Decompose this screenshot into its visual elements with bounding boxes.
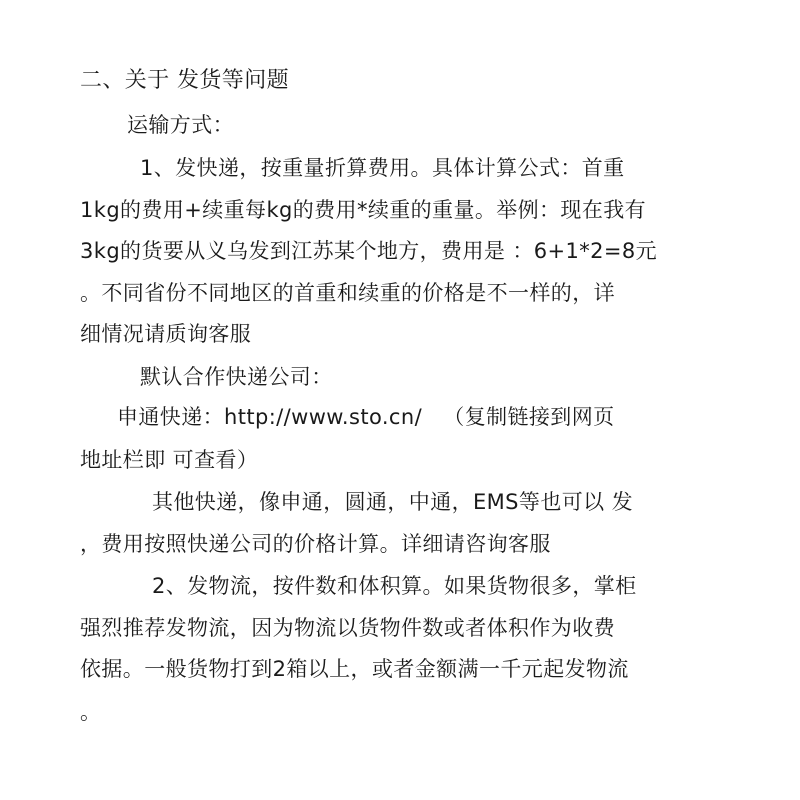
express-paragraph-line-5: 细情况请质询客服 — [80, 322, 252, 346]
express-paragraph-line-1: 1、发快递，按重量折算费用。具体计算公式：首重 — [140, 156, 625, 180]
other-couriers-line-1: 其他快递，像申通，圆通，中通，EMS等也可以 发 — [152, 490, 633, 514]
sto-courier-line: 申通快递：http://www.sto.cn/ （复制链接到网页 — [117, 405, 615, 429]
logistics-paragraph-line-2: 强烈推荐发物流，因为物流以货物件数或者体积作为收费 — [80, 616, 615, 640]
logistics-paragraph-line-3: 依据。一般货物打到2箱以上，或者金额满一千元起发物流 — [80, 657, 629, 681]
express-paragraph-line-4: 。不同省份不同地区的首重和续重的价格是不一样的，详 — [80, 281, 615, 305]
default-courier-label: 默认合作快递公司： — [140, 365, 333, 389]
logistics-paragraph-line-4: 。 — [80, 700, 102, 724]
transport-methods-label: 运输方式： — [127, 113, 234, 137]
sto-courier-line-2: 地址栏即 可查看） — [80, 448, 259, 472]
logistics-paragraph-line-1: 2、发物流，按件数和体积算。如果货物很多，掌柜 — [152, 574, 637, 598]
express-paragraph-line-3: 3kg的货要从义乌发到江苏某个地方，费用是 ：6+1*2=8元 — [80, 239, 658, 263]
express-paragraph-line-2: 1kg的费用+续重每kg的费用*续重的重量。举例：现在我有 — [80, 198, 647, 222]
other-couriers-line-2: ，费用按照快递公司的价格计算。详细请咨询客服 — [80, 532, 551, 556]
section-heading: 二、关于 发货等问题 — [80, 68, 289, 93]
